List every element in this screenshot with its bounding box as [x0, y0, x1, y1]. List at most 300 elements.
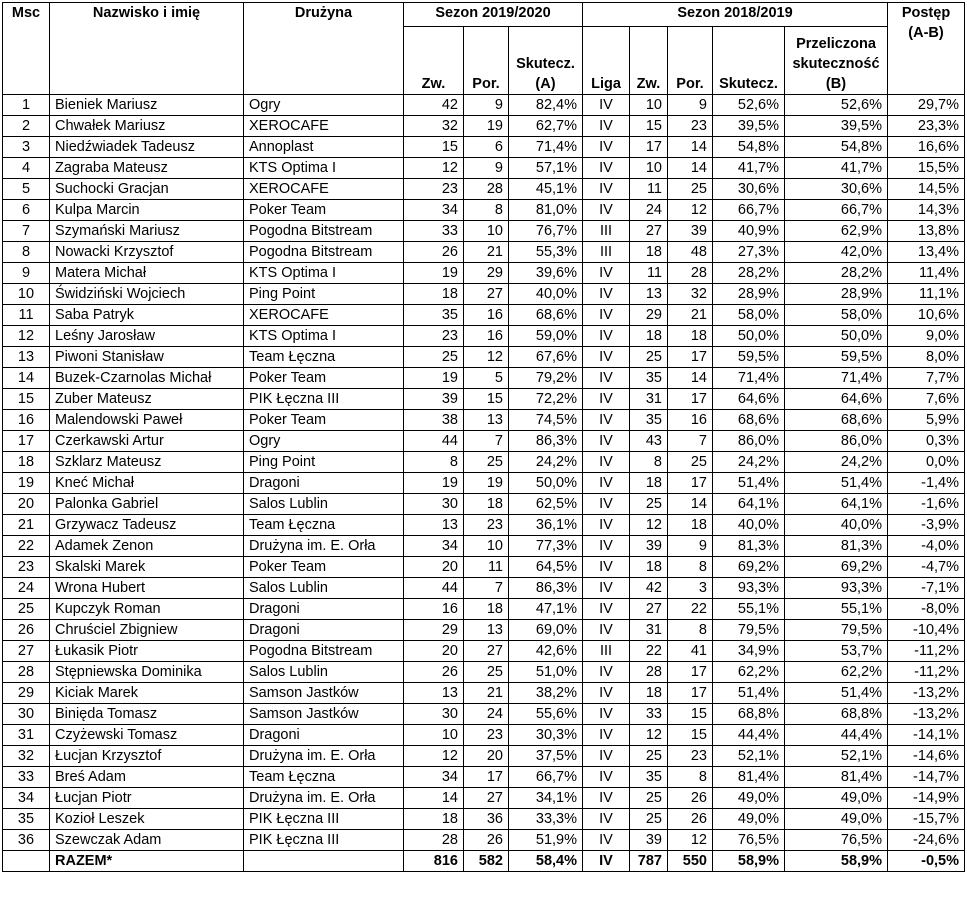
- cell-league: IV: [583, 305, 630, 326]
- cell-zw: 44: [404, 578, 464, 599]
- cell-name: Stępniewska Dominika: [50, 662, 244, 683]
- cell-team: Dragoni: [244, 620, 404, 641]
- cell-msc: 1: [3, 95, 50, 116]
- cell-por: 7: [464, 578, 509, 599]
- table-row: [3, 746, 965, 767]
- cell-por: 27: [464, 788, 509, 809]
- cell-eff-a: 64,5%: [509, 557, 583, 578]
- cell-recalc: 49,0%: [785, 809, 888, 830]
- cell-league: IV: [583, 95, 630, 116]
- cell-por-b: 17: [668, 473, 713, 494]
- cell-recalc: 68,8%: [785, 704, 888, 725]
- cell-zw-b: 11: [630, 263, 668, 284]
- cell-league: IV: [583, 137, 630, 158]
- cell-name: Szymański Mariusz: [50, 221, 244, 242]
- cell-name: Łukasik Piotr: [50, 641, 244, 662]
- cell-team: Ping Point: [244, 284, 404, 305]
- header-recalc-line3: (B): [825, 76, 847, 92]
- cell-por: 27: [464, 641, 509, 662]
- cell-name: Kiciak Marek: [50, 683, 244, 704]
- cell-por-b: 8: [668, 620, 713, 641]
- table-row: [3, 662, 965, 683]
- cell-zw-b: 33: [630, 704, 668, 725]
- cell-eff-b: 69,2%: [713, 557, 785, 578]
- table-row: [3, 305, 965, 326]
- cell-league: IV: [583, 662, 630, 683]
- cell-zw: 29: [404, 620, 464, 641]
- cell-por: 36: [464, 809, 509, 830]
- cell-zw-b: 17: [630, 137, 668, 158]
- table-row: [3, 725, 965, 746]
- cell-recalc: 69,2%: [785, 557, 888, 578]
- cell-por-b: 26: [668, 788, 713, 809]
- cell-eff-a: 79,2%: [509, 368, 583, 389]
- header-zw-a: Zw.: [404, 27, 464, 95]
- cell-progress: -13,2%: [888, 704, 965, 725]
- cell-eff-a: 47,1%: [509, 599, 583, 620]
- cell-recalc: 55,1%: [785, 599, 888, 620]
- cell-name: Łucjan Krzysztof: [50, 746, 244, 767]
- cell-eff-a: 55,3%: [509, 242, 583, 263]
- cell-zw-b: 35: [630, 368, 668, 389]
- cell-progress: -4,0%: [888, 536, 965, 557]
- cell-recalc: 81,3%: [785, 536, 888, 557]
- cell-por-b: 17: [668, 389, 713, 410]
- cell-zw: 20: [404, 641, 464, 662]
- cell-zw-b: 11: [630, 179, 668, 200]
- cell-por: 5: [464, 368, 509, 389]
- cell-team: Samson Jastków: [244, 704, 404, 725]
- cell-msc: 9: [3, 263, 50, 284]
- cell-eff-b: 30,6%: [713, 179, 785, 200]
- cell-zw: 19: [404, 368, 464, 389]
- cell-por: 19: [464, 116, 509, 137]
- cell-zw-b: 25: [630, 347, 668, 368]
- cell-recalc: 71,4%: [785, 368, 888, 389]
- cell-eff-a: 86,3%: [509, 431, 583, 452]
- cell-team: KTS Optima I: [244, 158, 404, 179]
- cell-recalc: 40,0%: [785, 515, 888, 536]
- cell-msc: 36: [3, 830, 50, 851]
- cell-team: XEROCAFE: [244, 305, 404, 326]
- cell-eff-b: 86,0%: [713, 431, 785, 452]
- cell-zw: 35: [404, 305, 464, 326]
- header-eff-a-line1: Skutecz.: [516, 56, 575, 72]
- totals-eff-b: 58,9%: [713, 851, 785, 872]
- table-row: [3, 221, 965, 242]
- cell-por-b: 48: [668, 242, 713, 263]
- cell-recalc: 68,6%: [785, 410, 888, 431]
- cell-progress: -14,1%: [888, 725, 965, 746]
- cell-team: Drużyna im. E. Orła: [244, 788, 404, 809]
- cell-team: Poker Team: [244, 557, 404, 578]
- cell-eff-a: 42,6%: [509, 641, 583, 662]
- cell-zw: 13: [404, 683, 464, 704]
- cell-eff-a: 71,4%: [509, 137, 583, 158]
- cell-zw: 12: [404, 158, 464, 179]
- cell-team: PIK Łęczna III: [244, 809, 404, 830]
- table-row: [3, 599, 965, 620]
- cell-por-b: 25: [668, 179, 713, 200]
- cell-progress: -14,6%: [888, 746, 965, 767]
- cell-name: Szklarz Mateusz: [50, 452, 244, 473]
- cell-eff-a: 50,0%: [509, 473, 583, 494]
- cell-league: IV: [583, 179, 630, 200]
- header-por-a: Por.: [464, 27, 509, 95]
- cell-eff-b: 62,2%: [713, 662, 785, 683]
- cell-zw-b: 12: [630, 515, 668, 536]
- cell-eff-b: 49,0%: [713, 788, 785, 809]
- cell-msc: 12: [3, 326, 50, 347]
- cell-msc: 20: [3, 494, 50, 515]
- table-row: [3, 137, 965, 158]
- cell-por: 16: [464, 326, 509, 347]
- cell-progress: 7,7%: [888, 368, 965, 389]
- cell-league: IV: [583, 200, 630, 221]
- cell-msc: 33: [3, 767, 50, 788]
- cell-por-b: 23: [668, 116, 713, 137]
- cell-zw-b: 43: [630, 431, 668, 452]
- cell-league: IV: [583, 830, 630, 851]
- cell-por-b: 18: [668, 515, 713, 536]
- cell-zw: 20: [404, 557, 464, 578]
- cell-recalc: 76,5%: [785, 830, 888, 851]
- cell-zw-b: 29: [630, 305, 668, 326]
- cell-eff-a: 45,1%: [509, 179, 583, 200]
- cell-team: XEROCAFE: [244, 179, 404, 200]
- table-footer: [3, 851, 965, 872]
- cell-recalc: 30,6%: [785, 179, 888, 200]
- results-table: [2, 2, 965, 872]
- cell-zw: 34: [404, 536, 464, 557]
- cell-zw-b: 35: [630, 410, 668, 431]
- cell-zw-b: 10: [630, 158, 668, 179]
- cell-name: Niedźwiadek Tadeusz: [50, 137, 244, 158]
- cell-zw: 18: [404, 284, 464, 305]
- cell-zw-b: 15: [630, 116, 668, 137]
- cell-eff-a: 33,3%: [509, 809, 583, 830]
- cell-por: 25: [464, 662, 509, 683]
- cell-progress: -8,0%: [888, 599, 965, 620]
- table-row: [3, 830, 965, 851]
- cell-msc: 13: [3, 347, 50, 368]
- cell-por-b: 14: [668, 137, 713, 158]
- cell-team: Drużyna im. E. Orła: [244, 746, 404, 767]
- cell-msc: 26: [3, 620, 50, 641]
- cell-msc: 14: [3, 368, 50, 389]
- cell-name: Świdziński Wojciech: [50, 284, 244, 305]
- cell-por-b: 23: [668, 746, 713, 767]
- header-zw-b: Zw.: [630, 27, 668, 95]
- cell-progress: -15,7%: [888, 809, 965, 830]
- cell-zw: 15: [404, 137, 464, 158]
- cell-zw-b: 8: [630, 452, 668, 473]
- cell-msc: 23: [3, 557, 50, 578]
- cell-zw-b: 18: [630, 683, 668, 704]
- cell-eff-b: 50,0%: [713, 326, 785, 347]
- cell-por: 16: [464, 305, 509, 326]
- cell-name: Chruściel Zbigniew: [50, 620, 244, 641]
- cell-eff-a: 77,3%: [509, 536, 583, 557]
- table-row: [3, 326, 965, 347]
- cell-team: Annoplast: [244, 137, 404, 158]
- cell-zw-b: 28: [630, 662, 668, 683]
- cell-por-b: 26: [668, 809, 713, 830]
- cell-recalc: 64,6%: [785, 389, 888, 410]
- cell-por: 9: [464, 158, 509, 179]
- cell-name: Czyżewski Tomasz: [50, 725, 244, 746]
- cell-por: 29: [464, 263, 509, 284]
- cell-msc: 24: [3, 578, 50, 599]
- totals-zw-b: 787: [630, 851, 668, 872]
- cell-zw-b: 25: [630, 788, 668, 809]
- cell-msc: 22: [3, 536, 50, 557]
- cell-zw: 12: [404, 746, 464, 767]
- cell-eff-b: 51,4%: [713, 473, 785, 494]
- cell-recalc: 39,5%: [785, 116, 888, 137]
- cell-por: 12: [464, 347, 509, 368]
- cell-msc: 25: [3, 599, 50, 620]
- cell-recalc: 41,7%: [785, 158, 888, 179]
- totals-zw: 816: [404, 851, 464, 872]
- cell-team: XEROCAFE: [244, 116, 404, 137]
- table-row: [3, 263, 965, 284]
- cell-eff-b: 40,0%: [713, 515, 785, 536]
- cell-por-b: 21: [668, 305, 713, 326]
- table-row: [3, 578, 965, 599]
- cell-progress: 0,3%: [888, 431, 965, 452]
- cell-eff-a: 76,7%: [509, 221, 583, 242]
- cell-por-b: 16: [668, 410, 713, 431]
- cell-league: IV: [583, 284, 630, 305]
- header-progress: [888, 3, 965, 95]
- header-recalc: [785, 27, 888, 95]
- cell-team: KTS Optima I: [244, 326, 404, 347]
- cell-por-b: 14: [668, 494, 713, 515]
- cell-eff-b: 27,3%: [713, 242, 785, 263]
- cell-progress: 10,6%: [888, 305, 965, 326]
- cell-name: Adamek Zenon: [50, 536, 244, 557]
- table-row: [3, 704, 965, 725]
- totals-msc: [3, 851, 50, 872]
- cell-team: Pogodna Bitstream: [244, 242, 404, 263]
- table-row: [3, 158, 965, 179]
- cell-msc: 15: [3, 389, 50, 410]
- cell-zw-b: 22: [630, 641, 668, 662]
- cell-league: IV: [583, 494, 630, 515]
- cell-progress: 13,8%: [888, 221, 965, 242]
- totals-por: 582: [464, 851, 509, 872]
- cell-zw-b: 25: [630, 746, 668, 767]
- cell-zw-b: 39: [630, 536, 668, 557]
- cell-por: 27: [464, 284, 509, 305]
- table-row: [3, 683, 965, 704]
- cell-msc: 16: [3, 410, 50, 431]
- cell-name: Kozioł Leszek: [50, 809, 244, 830]
- cell-team: KTS Optima I: [244, 263, 404, 284]
- cell-recalc: 52,1%: [785, 746, 888, 767]
- cell-progress: -14,7%: [888, 767, 965, 788]
- header-team: Drużyna: [244, 3, 404, 95]
- cell-league: IV: [583, 116, 630, 137]
- cell-por-b: 25: [668, 452, 713, 473]
- cell-team: Ogry: [244, 95, 404, 116]
- cell-league: III: [583, 221, 630, 242]
- cell-progress: 11,4%: [888, 263, 965, 284]
- cell-eff-b: 28,2%: [713, 263, 785, 284]
- table-row: [3, 767, 965, 788]
- cell-team: Ping Point: [244, 452, 404, 473]
- cell-zw: 23: [404, 179, 464, 200]
- cell-league: III: [583, 641, 630, 662]
- cell-eff-b: 54,8%: [713, 137, 785, 158]
- cell-por-b: 41: [668, 641, 713, 662]
- cell-team: Team Łęczna: [244, 347, 404, 368]
- cell-msc: 34: [3, 788, 50, 809]
- cell-por: 7: [464, 431, 509, 452]
- cell-recalc: 44,4%: [785, 725, 888, 746]
- cell-por-b: 12: [668, 830, 713, 851]
- cell-league: IV: [583, 620, 630, 641]
- cell-eff-b: 76,5%: [713, 830, 785, 851]
- cell-por: 13: [464, 410, 509, 431]
- cell-progress: 11,1%: [888, 284, 965, 305]
- cell-zw: 25: [404, 347, 464, 368]
- cell-eff-b: 71,4%: [713, 368, 785, 389]
- cell-zw-b: 13: [630, 284, 668, 305]
- totals-por-b: 550: [668, 851, 713, 872]
- cell-msc: 17: [3, 431, 50, 452]
- cell-progress: -24,6%: [888, 830, 965, 851]
- cell-por: 10: [464, 536, 509, 557]
- cell-league: IV: [583, 704, 630, 725]
- cell-eff-b: 28,9%: [713, 284, 785, 305]
- cell-name: Łucjan Piotr: [50, 788, 244, 809]
- totals-row: [3, 851, 965, 872]
- totals-team: [244, 851, 404, 872]
- cell-eff-b: 55,1%: [713, 599, 785, 620]
- cell-eff-b: 93,3%: [713, 578, 785, 599]
- cell-team: Ogry: [244, 431, 404, 452]
- cell-eff-b: 64,1%: [713, 494, 785, 515]
- cell-name: Kneć Michał: [50, 473, 244, 494]
- header-eff-a-line2: (A): [535, 76, 556, 92]
- cell-eff-a: 81,0%: [509, 200, 583, 221]
- cell-por: 15: [464, 389, 509, 410]
- cell-por-b: 7: [668, 431, 713, 452]
- cell-team: Salos Lublin: [244, 662, 404, 683]
- cell-zw-b: 35: [630, 767, 668, 788]
- cell-por: 21: [464, 242, 509, 263]
- cell-team: Dragoni: [244, 725, 404, 746]
- cell-eff-a: 69,0%: [509, 620, 583, 641]
- cell-zw-b: 42: [630, 578, 668, 599]
- cell-recalc: 86,0%: [785, 431, 888, 452]
- header-msc: Msc: [3, 3, 50, 95]
- cell-recalc: 51,4%: [785, 473, 888, 494]
- cell-name: Matera Michał: [50, 263, 244, 284]
- cell-league: IV: [583, 368, 630, 389]
- cell-por-b: 3: [668, 578, 713, 599]
- cell-zw: 32: [404, 116, 464, 137]
- cell-por: 8: [464, 200, 509, 221]
- table-row: [3, 368, 965, 389]
- cell-eff-a: 86,3%: [509, 578, 583, 599]
- cell-por: 25: [464, 452, 509, 473]
- cell-eff-b: 52,6%: [713, 95, 785, 116]
- header-progress-line2: (A-B): [908, 25, 944, 41]
- cell-eff-b: 68,8%: [713, 704, 785, 725]
- cell-eff-b: 64,6%: [713, 389, 785, 410]
- cell-por-b: 8: [668, 557, 713, 578]
- cell-eff-a: 24,2%: [509, 452, 583, 473]
- cell-msc: 4: [3, 158, 50, 179]
- table-row: [3, 389, 965, 410]
- cell-por-b: 28: [668, 263, 713, 284]
- cell-progress: 0,0%: [888, 452, 965, 473]
- cell-recalc: 81,4%: [785, 767, 888, 788]
- cell-recalc: 79,5%: [785, 620, 888, 641]
- cell-eff-b: 49,0%: [713, 809, 785, 830]
- table-row: [3, 641, 965, 662]
- cell-zw: 19: [404, 263, 464, 284]
- cell-zw: 23: [404, 326, 464, 347]
- cell-progress: 13,4%: [888, 242, 965, 263]
- cell-progress: 23,3%: [888, 116, 965, 137]
- cell-recalc: 42,0%: [785, 242, 888, 263]
- cell-league: III: [583, 242, 630, 263]
- cell-zw: 42: [404, 95, 464, 116]
- table-row: [3, 242, 965, 263]
- cell-name: Piwoni Stanisław: [50, 347, 244, 368]
- table-row: [3, 536, 965, 557]
- cell-por: 26: [464, 830, 509, 851]
- cell-league: IV: [583, 746, 630, 767]
- cell-msc: 19: [3, 473, 50, 494]
- cell-name: Skalski Marek: [50, 557, 244, 578]
- cell-zw-b: 18: [630, 473, 668, 494]
- cell-recalc: 50,0%: [785, 326, 888, 347]
- cell-eff-a: 74,5%: [509, 410, 583, 431]
- cell-league: IV: [583, 809, 630, 830]
- cell-por: 13: [464, 620, 509, 641]
- table-row: [3, 557, 965, 578]
- cell-recalc: 93,3%: [785, 578, 888, 599]
- cell-msc: 28: [3, 662, 50, 683]
- cell-zw-b: 24: [630, 200, 668, 221]
- cell-zw-b: 39: [630, 830, 668, 851]
- cell-msc: 3: [3, 137, 50, 158]
- cell-por-b: 14: [668, 158, 713, 179]
- cell-por-b: 17: [668, 347, 713, 368]
- cell-league: IV: [583, 515, 630, 536]
- cell-name: Chwałek Mariusz: [50, 116, 244, 137]
- cell-por: 23: [464, 515, 509, 536]
- cell-por: 24: [464, 704, 509, 725]
- cell-league: IV: [583, 263, 630, 284]
- cell-recalc: 66,7%: [785, 200, 888, 221]
- cell-eff-a: 59,0%: [509, 326, 583, 347]
- cell-por-b: 32: [668, 284, 713, 305]
- cell-por-b: 39: [668, 221, 713, 242]
- cell-msc: 8: [3, 242, 50, 263]
- header-league: Liga: [583, 27, 630, 95]
- cell-msc: 7: [3, 221, 50, 242]
- cell-name: Grzywacz Tadeusz: [50, 515, 244, 536]
- cell-por: 9: [464, 95, 509, 116]
- cell-eff-a: 34,1%: [509, 788, 583, 809]
- header-por-b: Por.: [668, 27, 713, 95]
